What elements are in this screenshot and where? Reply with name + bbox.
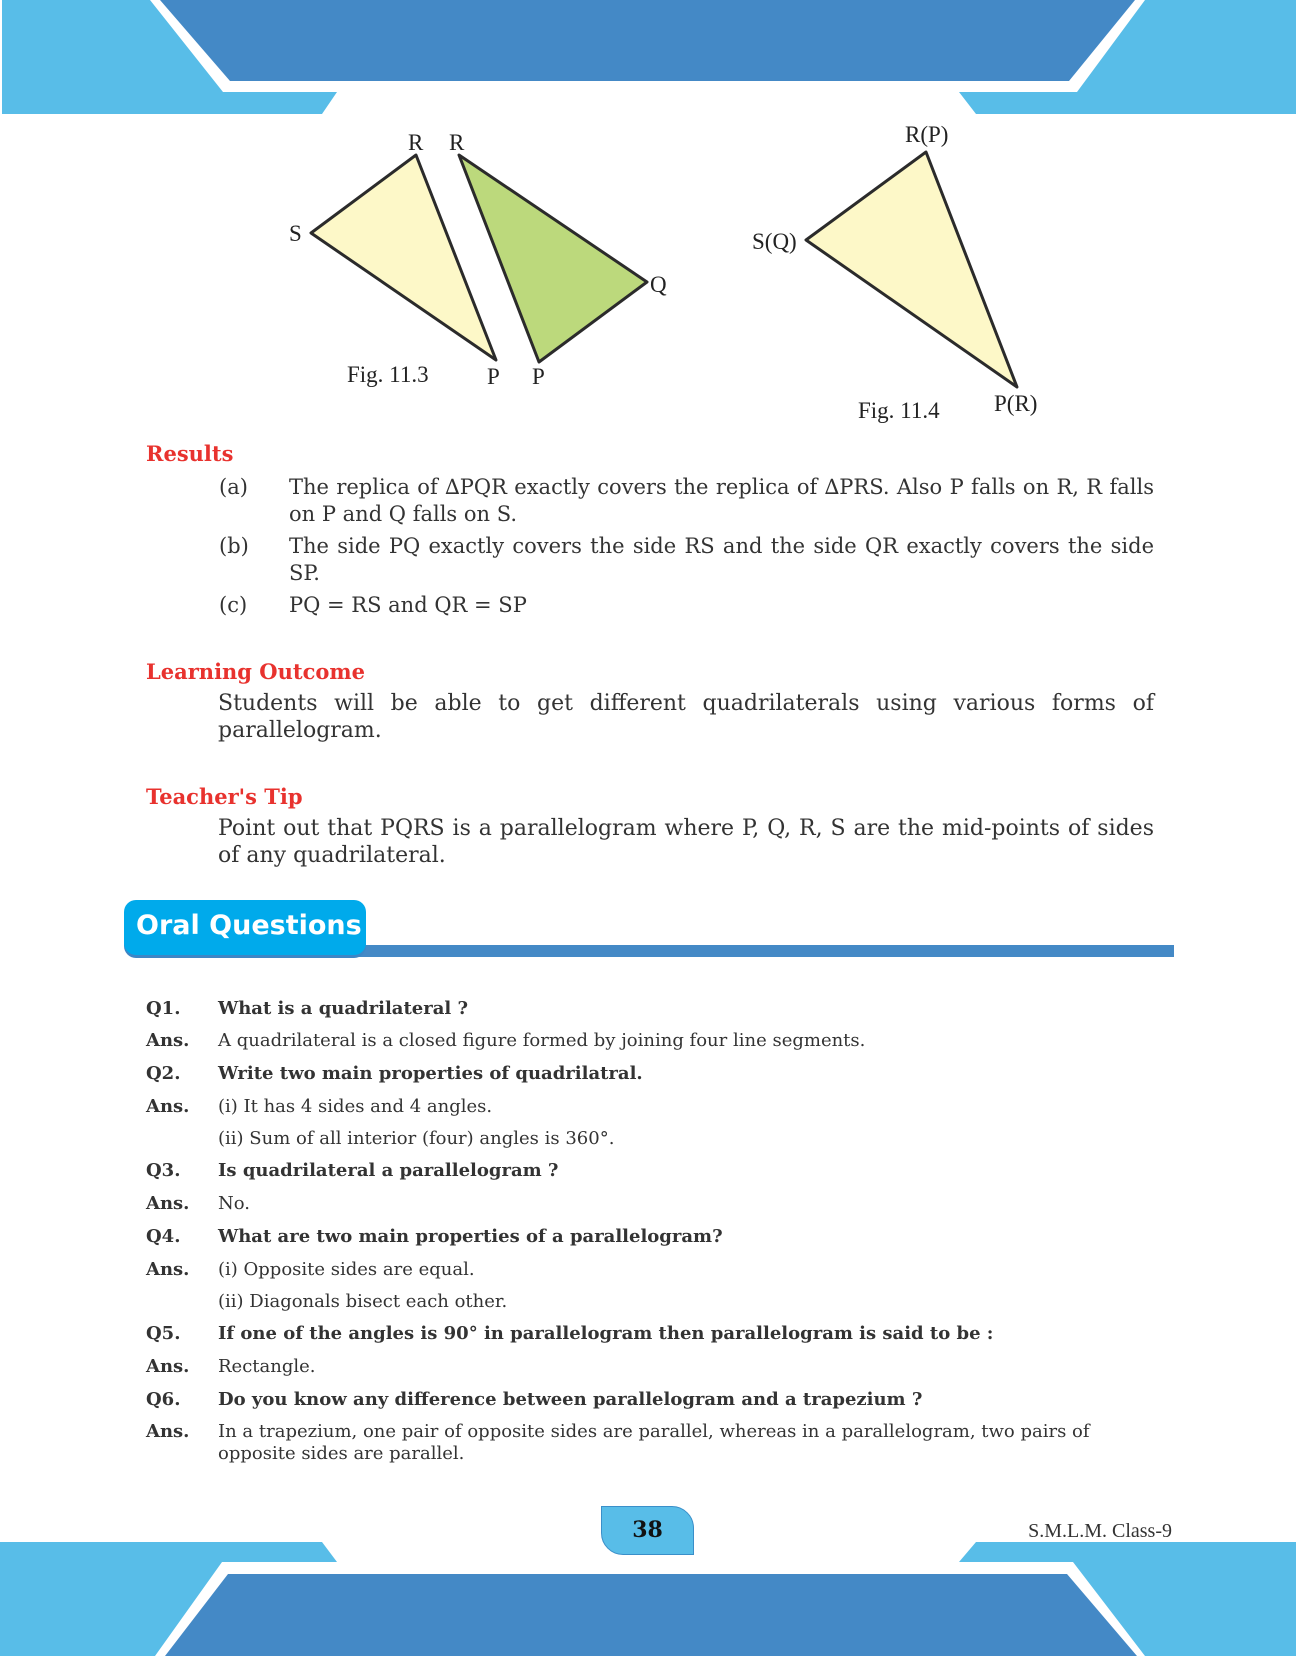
answer-text: (ii) Diagonals bisect each other. (218, 1291, 508, 1312)
row-key: Ans. (146, 1030, 190, 1051)
vertex-label: R(P) (905, 122, 949, 147)
row-key: Ans. (146, 1259, 190, 1280)
result-text: PQ = RS and QR = SP (289, 593, 527, 617)
row-key: Q6. (146, 1389, 181, 1410)
row-key: Ans. (146, 1356, 190, 1377)
section-underline-bar (340, 945, 1174, 957)
vertex-label: S(Q) (752, 229, 797, 254)
row-key: Ans. (146, 1096, 190, 1117)
answer-text: (i) It has 4 sides and 4 angles. (218, 1096, 493, 1117)
row-key: Q1. (146, 998, 181, 1019)
question-text: Write two main properties of quadrilatral. (218, 1063, 643, 1084)
answer-text: (ii) Sum of all interior (four) angles is 360°. (218, 1128, 615, 1149)
result-key: (c) (219, 593, 248, 617)
answer-text: No. (218, 1193, 250, 1214)
result-key: (a) (219, 475, 248, 499)
triangle-pqr (459, 155, 647, 362)
answer-text: Rectangle. (218, 1356, 316, 1377)
learning-outcome-text: Students will be able to get different quadrilaterals using various forms of parallelogram. (218, 691, 1154, 743)
result-key: (b) (219, 534, 249, 558)
book-title: S.M.L.M. Class-9 (1028, 1520, 1172, 1542)
learning-outcome-heading: Learning Outcome (146, 659, 365, 684)
triangle-prs (311, 155, 496, 360)
row-key: Ans. (146, 1421, 190, 1442)
teachers-tip-text: Point out that PQRS is a parallelogram where P, Q, R, S are the mid-points of sides of any quadrilateral. (218, 816, 1154, 868)
question-text: Is quadrilateral a parallelogram ? (218, 1160, 559, 1181)
vertex-label: R (408, 130, 424, 155)
result-text: The replica of ∆PQR exactly covers the replica of ∆PRS. Also P falls on R, R falls on P and Q falls on S. (289, 475, 1154, 526)
vertex-label: R (449, 130, 465, 155)
question-text: What are two main properties of a parallelogram? (218, 1226, 723, 1247)
question-text: If one of the angles is 90° in parallelogram then parallelogram is said to be : (218, 1323, 994, 1344)
vertex-label: Q (650, 272, 667, 297)
vertex-label: P (487, 364, 500, 389)
row-key: Q3. (146, 1160, 181, 1181)
answer-text: A quadrilateral is a closed figure formed by joining four line segments. (218, 1030, 866, 1051)
page-number: 38 (632, 1517, 663, 1543)
question-text: What is a quadrilateral ? (218, 998, 469, 1019)
page-number-box (601, 1506, 694, 1555)
row-key: Q4. (146, 1226, 181, 1247)
row-key: Q5. (146, 1323, 181, 1344)
results-heading: Results (146, 441, 234, 466)
vertex-label: S (289, 221, 302, 246)
row-key: Q2. (146, 1063, 181, 1084)
vertex-label: P(R) (994, 391, 1038, 416)
answer-text: In a trapezium, one pair of opposite sides are parallel, whereas in a parallelogram, two pairs of opposite sides are parallel. (218, 1421, 1090, 1464)
top-banner-dark (160, 0, 1135, 81)
bottom-banner-dark (165, 1574, 1137, 1656)
oral-questions-title: Oral Questions (136, 910, 362, 941)
figure-caption: Fig. 11.4 (858, 398, 940, 423)
answer-text: (i) Opposite sides are equal. (218, 1259, 475, 1280)
figure-caption: Fig. 11.3 (347, 362, 429, 387)
result-text: The side PQ exactly covers the side RS and the side QR exactly covers the side SP. (289, 534, 1154, 585)
row-key: Ans. (146, 1193, 190, 1214)
triangle-overlap (806, 152, 1017, 387)
oral-questions-header (124, 900, 366, 955)
question-text: Do you know any difference between parallelogram and a trapezium ? (218, 1389, 923, 1410)
vertex-label: P (532, 364, 545, 389)
teachers-tip-heading: Teacher's Tip (146, 784, 303, 809)
